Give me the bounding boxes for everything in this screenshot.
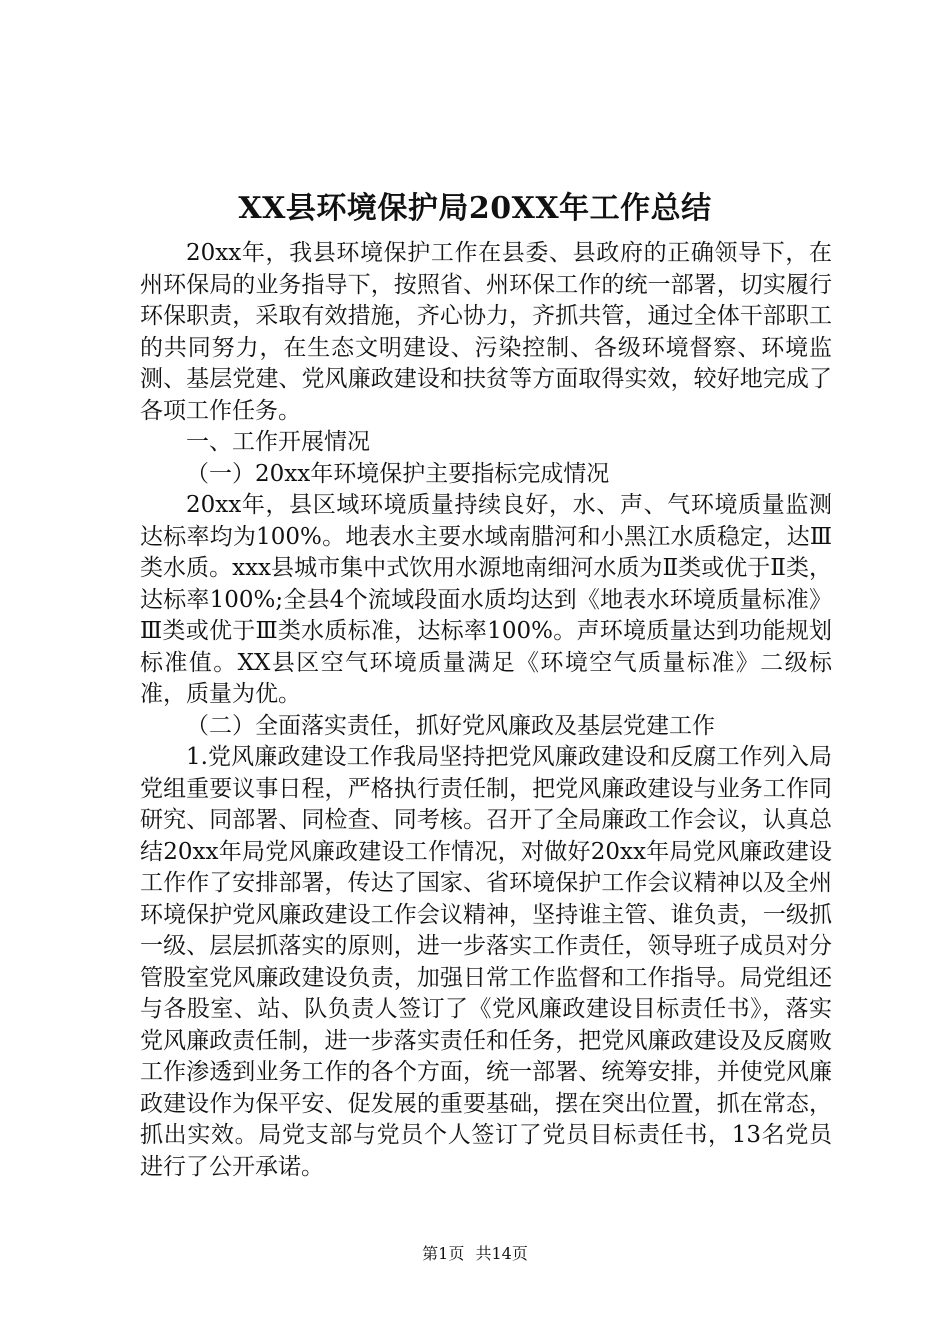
subsection-heading-indicators: （一）20xx年环境保护主要指标完成情况 — [186, 460, 610, 487]
subsection-heading-party-building: （二）全面落实责任，抓好党风廉政及基层党建工作 — [186, 712, 715, 739]
page-total: 共14页 — [475, 1244, 528, 1263]
document-body — [140, 238, 832, 1183]
paragraph-intro: 20xx年，我县环境保护工作在县委、县政府的正确领导下，在州环保局的业务指导下，按照省、州环保工作的统一部署，切实履行环保职责，采取有效措施，齐心协力，齐抓共管，通过全体干部职工的共同努力，在生态文明建设、污染控制、各级环境督察、环境监测、基层党建、党风廉政建设和扶贫等方面取得实效，较好地完成了各项工作任务。 — [140, 240, 832, 424]
section-heading-work: 一、工作开展情况 — [186, 429, 370, 455]
page-number: 第1页 — [422, 1244, 465, 1263]
paragraph-indicators: 20xx年，县区域环境质量持续良好，水、声、气环境质量监测达标率均为100%。地表水主要水域南腊河和小黑江水质稳定，达Ⅲ类水质。xxx县城市集中式饮用水源地南细河水质为Ⅱ类或优于Ⅱ类，达标率100%;全县4个流域段面水质均达到《地表水环境质量标准》Ⅲ类或优于Ⅲ类水质标准，达标率100%。声环境质量达到功能规划标准值。XX县区空气环境质量满足《环境空气质量标准》二级标准，质量为优。 — [140, 492, 832, 707]
page-footer — [0, 1243, 950, 1265]
paragraph-party-building: 1.党风廉政建设工作我局坚持把党风廉政建设和反腐工作列入局党组重要议事日程，严格执行责任制，把党风廉政建设与业务工作同研究、同部署、同检查、同考核。召开了全局廉政工作会议，认真总结20xx年局党风廉政建设工作情况，对做好20xx年局党风廉政建设工作作了安排部署，传达了国家、省环境保护工作会议精神以及全州环境保护党风廉政建设工作会议精神，坚持谁主管、谁负责，一级抓一级、层层抓落实的原则，进一步落实工作责任，领导班子成员对分管股室党风廉政建设负责，加强日常工作监督和工作指导。局党组还与各股室、站、队负责人签订了《党风廉政建设目标责任书》，落实党风廉政责任制，进一步落实责任和任务，把党风廉政建设及反腐败工作渗透到业务工作的各个方面，统一部署、统筹安排，并使党风廉政建设作为保平安、促发展的重要基础，摆在突出位置，抓在常态，抓出实效。局党支部与党员个人签订了党员目标责任书，13名党员进行了公开承诺。 — [140, 744, 832, 1180]
document-title: XX县环境保护局20XX年工作总结 — [238, 191, 712, 226]
